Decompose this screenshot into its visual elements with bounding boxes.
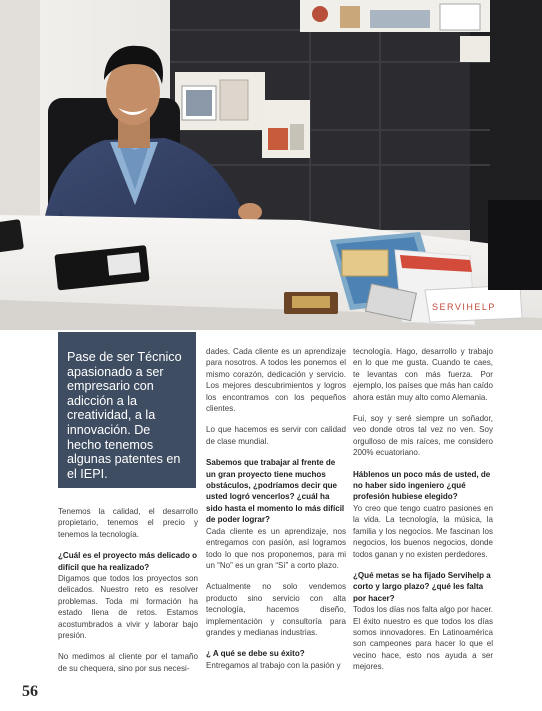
interview-question: Háblenos un poco más de usted, de no haber sido ingeniero ¿qué profesión hubiese elegido?: [353, 469, 491, 502]
interview-question: ¿ A qué se debe su éxito?: [206, 649, 305, 659]
page-number: 56: [22, 683, 38, 700]
interview-photo: [0, 0, 542, 330]
office-scene-image: [0, 0, 542, 330]
paragraph: Actualmente no solo vendemos producto sino servicio con alta tecnología, hacemos diseño, implementación y consultoría para grandes y medianas industrias.: [206, 582, 346, 637]
text-column-2: [206, 346, 346, 681]
interview-answer: Entregamos al trabajo con la pasión y: [206, 660, 341, 670]
paragraph: Fui, soy y seré siempre un soñador, veo donde otros tal vez no ven. Soy orgulloso de mis raíces, me considero 200% ecuatoriano.: [353, 414, 493, 458]
paragraph: Lo que hacemos es servir con calidad de clase mundial.: [206, 425, 346, 446]
interview-answer: Cada cliente es un aprendizaje, nos entregamos con pasión, así logramos todo lo que nos proponemos, para mi un “No” es un gran “Sí” a corto plazo.: [206, 526, 346, 570]
paragraph: No medimos al cliente por el tamaño de su chequera, sino por sus necesi-: [58, 652, 198, 673]
sign-text: SERVIHELP: [432, 302, 496, 312]
interview-answer: Digamos que todos los proyectos son delicados. Nuestro reto es resolver problemas. Toda mi formación ha estado llena de retos. Estamos acostumbrados a vivir y laborar bajo presión.: [58, 574, 198, 641]
pull-quote: Pase de ser Técnico apasionado a ser empresario con adicción a la creatividad, a la innovación. De hecho tenemos algunas patentes en el IEPI.: [58, 332, 196, 488]
interview-question: Sabemos que trabajar al frente de un gran proyecto tiene muchos obstáculos, ¿podríamos decir que usted logró vencerlos? ¿cuál ha sido hasta el momento lo más difícil de poder lograr?: [206, 458, 345, 525]
text-column-3: [353, 346, 493, 683]
interview-answer: Todos los días nos falta algo por hacer. El éxito nuestro es que todos los días somos innovadores. En Latinoamérica son campeones para hacer lo que el vecino hace, esto nos ayuda a ser mejores.: [353, 605, 493, 672]
interview-question: ¿Qué metas se ha fijado Servihelp a corto y largo plazo? ¿qué les falta por hacer?: [353, 570, 491, 603]
paragraph: dades. Cada cliente es un aprendizaje para nosotros. A todos les ponemos el mismo corazón, dedicación y servicio. Los mejores descubrimientos y logros los encontramos con los pequeños clientes.: [206, 347, 346, 414]
text-column-1: [58, 506, 198, 684]
interview-question: ¿Cuál es el proyecto más delicado o difícil que ha realizado?: [58, 551, 198, 572]
paragraph: tecnología. Hago, desarrollo y trabajo en lo que me gusta. Cuando te caes, te levantas con más fuerza. Por ejemplo, los países que más han caído ahora están muy alto como Alemania.: [353, 347, 493, 402]
paragraph: Tenemos la calidad, el desarrollo propietario, tenemos el precio y tenemos la tecnología.: [58, 507, 198, 539]
interview-answer: Yo creo que tengo cuatro pasiones en la vida. La tecnología, la música, la familia y los negocios. Me fascinan los negocios, los buenos negocios, donde todos ganan y no existen perdedores.: [353, 503, 493, 559]
